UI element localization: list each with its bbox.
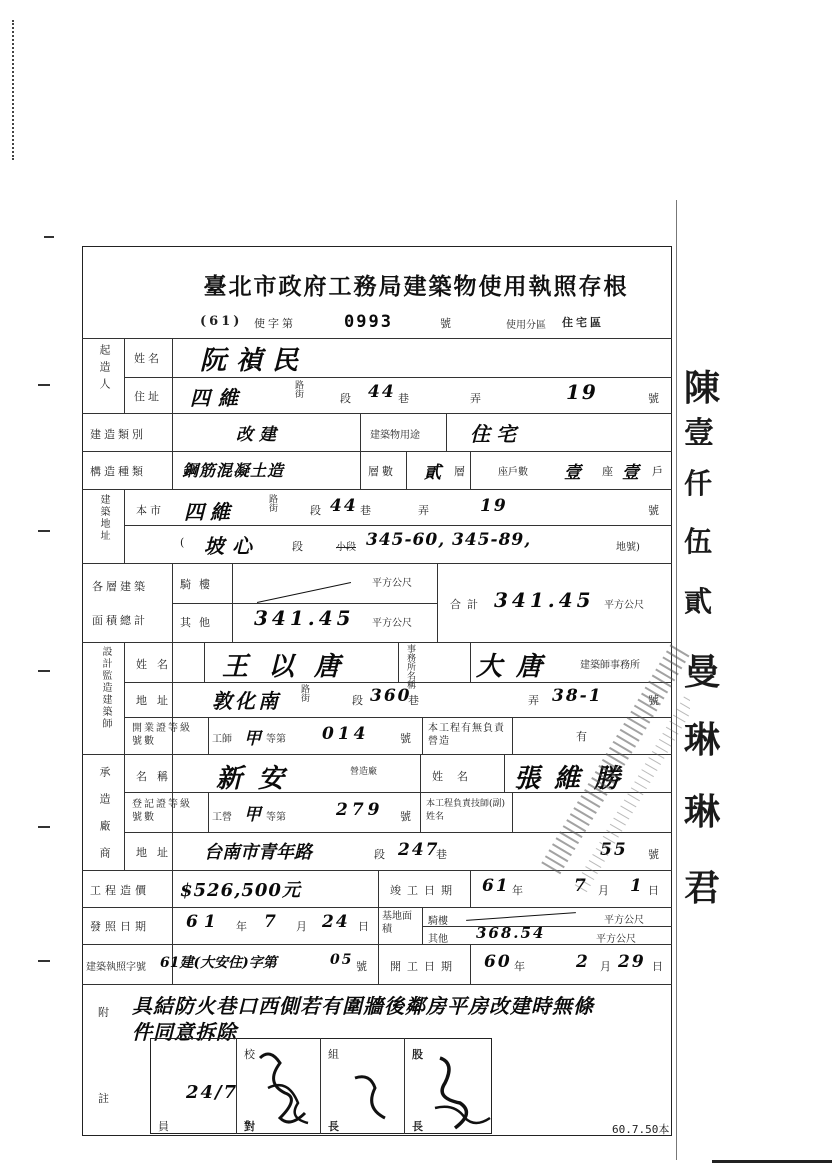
col-line [124,338,125,413]
base-area-label: 基地面積 [382,911,412,935]
col-line [470,870,471,907]
col-line [172,338,173,489]
area-total-value: 341.45 [494,588,595,612]
start-label: 開工日期 [390,960,458,973]
notes-text-1: 具結防火巷口西側若有圍牆後鄰房平房改建時無條 [132,994,594,1018]
designer-addr-duan: 段 [352,694,366,707]
start-year: 60 [484,952,512,972]
sig-date: 24/7 [186,1082,239,1103]
punch-mark [38,530,50,532]
margin-char: 陳 [684,367,721,409]
floor-suffix: 層 [454,465,468,478]
start-day: 29 [618,952,646,972]
row-line [172,603,437,604]
unit-suffix: 座 [602,465,616,478]
complete-day: 1 [630,876,644,896]
col-line [124,489,125,563]
row-line [124,377,672,378]
site-alley: 弄 [418,504,432,517]
owner-addr-label: 住址 [134,390,162,403]
col-line [470,642,471,682]
contractor-name-suffix: 營造廠 [350,767,378,777]
base-other-label: 其他 [428,934,448,945]
designer-name: 王以唐 [222,652,361,682]
land-sub: 小段 [336,542,356,553]
margin-char: 壹 [684,416,714,451]
contractor-reg-label: 登記證等級號數 [132,799,192,823]
build-type-label: 建造類別 [90,428,146,441]
col-line [420,754,421,792]
area-total-unit: 平方公尺 [604,600,644,611]
cost-value: $526,500元 [180,880,301,901]
designer-addr-alley: 弄 [528,694,542,707]
col-line [422,717,423,754]
household-value: 壹 [622,463,641,483]
contractor-addr-duan: 段 [374,848,388,861]
site-lane: 44 [330,496,358,516]
structure-value: 鋼筋混凝土造 [182,461,285,480]
row-line [82,413,672,414]
contractor-reg-suffix: 號 [400,810,414,823]
designer-addr-no: 38-1 [552,686,603,706]
start-day-suffix: 日 [652,960,666,973]
zone-label: 使用分區 [506,320,546,331]
zone-value: 住宅區 [562,316,604,329]
complete-month: 7 [574,876,588,896]
margin-char: 琳 [684,791,721,833]
designer-addr-lane-suffix: 巷 [408,694,422,707]
contractor-addr: 台南市青年路 [204,842,312,863]
row-line [82,984,672,985]
col-line [512,717,513,754]
designer-name-label: 姓名 [136,658,178,671]
sig-group: 組 [328,1048,342,1061]
contractor-addr-label: 地址 [136,846,178,859]
site-city: 本市 [136,504,164,517]
designer-addr-label: 地址 [136,694,178,707]
use-label: 建築物用途 [370,430,420,441]
sig-chief: 長 [328,1120,342,1133]
contractor-tech-label: 本工程負責技師(副)姓名 [426,799,506,822]
col-line [172,642,173,870]
contractor-person-label: 姓名 [432,770,482,783]
col-line [378,870,379,984]
land-open: ( [180,536,188,549]
site-lane-suffix: 巷 [360,504,374,517]
contractor-addr-lane: 247 [398,840,440,860]
row-line [82,451,672,452]
base-other-value: 368.54 [476,924,546,942]
permit-label: 使字第 [254,317,296,330]
issue-month: 7 [264,912,278,932]
base-unit-2: 平方公尺 [596,934,636,945]
contractor-reg-mid: 等第 [266,812,286,823]
household-suffix: 戶 [652,465,666,478]
units-label: 座戶數 [498,467,528,478]
issue-day: 24 [322,912,350,932]
designer-addr-lane: 360 [370,686,412,706]
col-line [512,792,513,832]
form-title: 臺北市政府工務局建築物使用執照存根 [203,273,629,300]
base-arcade-label: 騎樓 [428,916,448,927]
col-line [208,792,209,832]
notes-text-2: 件同意拆除 [132,1020,237,1044]
complete-year: 61 [482,876,510,896]
units-value: 壹 [564,463,583,483]
owner-name: 阮禎民 [200,346,309,376]
col-line [420,792,421,832]
row-line [82,563,672,564]
start-year-suffix: 年 [514,960,528,973]
scan-edge-marks [12,20,18,160]
contractor-name: 新安 [216,764,301,794]
area-label-2: 面積總計 [92,614,148,627]
base-unit-1: 平方公尺 [604,915,644,926]
designer-supervise-label: 本工程有無負責營造 [428,723,505,747]
col-line [437,563,438,642]
sig-section: 股 [412,1048,426,1061]
row-line [82,338,672,339]
site-section-label: 建築地址 [98,494,109,542]
designer-license-suffix: 號 [400,732,414,745]
owner-addr-lane-suffix: 巷 [398,392,412,405]
build-permit-suffix: 號 [356,960,370,973]
permit-number: 0993 [344,312,393,332]
build-permit-label: 建築執照字號 [86,962,146,973]
signature-stroke [440,1058,466,1128]
sig-dui: 對 [244,1120,258,1133]
margin-char: 仟 [684,467,713,500]
issue-month-suffix: 月 [296,920,310,933]
col-line [470,944,471,984]
issue-day-suffix: 日 [358,920,372,933]
area-unit-2: 平方公尺 [372,618,412,629]
build-permit-value: 61建(大安住)字第 [160,955,277,971]
start-month-suffix: 月 [600,960,614,973]
row-line [124,525,672,526]
complete-day-suffix: 日 [648,884,662,897]
floors-value: 貳 [424,463,443,483]
site-duan: 段 [310,504,324,517]
structure-label: 構造種類 [90,465,146,478]
site-road: 四維 [184,500,236,524]
margin-char: 琳 [684,719,721,761]
complete-year-suffix: 年 [512,884,526,897]
permit-hao: 號 [440,317,454,330]
contractor-addr-no: 55 [600,840,628,860]
contractor-person: 張維勝 [514,764,635,794]
sig-school: 校 [244,1048,258,1061]
col-line [504,754,505,792]
sig-chief2: 長 [412,1120,426,1133]
page-bottom-edge [712,1160,832,1163]
punch-mark [44,236,54,238]
col-line [470,451,471,489]
area-arcade-label: 騎樓 [180,578,218,591]
designer-addr-no-suffix: 號 [648,694,662,707]
contractor-reg-prefix: 工營 [212,812,232,823]
contractor-reg-no: 279 [336,800,384,820]
area-unit-1: 平方公尺 [372,578,412,589]
col-line [422,907,423,944]
designer-license-label: 開業證等級號數 [132,723,192,747]
land-lots: 345-60, 345-89, [366,530,532,550]
area-label-1: 各層建築 [92,580,148,593]
stamp-texture [550,650,680,870]
contractor-addr-lane-suffix: 巷 [436,848,450,861]
designer-license-prefix: 工師 [212,734,232,745]
build-permit-no: 05 [330,952,354,968]
contractor-addr-no-suffix: 號 [648,848,662,861]
sig-clerk: 員 [158,1120,172,1133]
contractor-reg-grade: 甲 [244,805,263,825]
owner-addr-duan: 段 [340,392,354,405]
use-value: 住宅 [470,422,522,446]
owner-section-label: 起造人 [98,344,111,395]
notes-label-bottom: 註 [98,1092,112,1105]
complete-label: 竣工日期 [390,884,458,897]
issue-year: 61 [186,912,222,932]
col-line [360,413,361,489]
designer-office-suffix: 建築師事務所 [580,660,640,671]
designer-office-label: 事務所名稱 [405,644,415,689]
designer-license-grade: 甲 [244,729,263,749]
col-line [172,563,173,642]
designer-addr-road: 敦化南 [212,689,281,713]
owner-addr-road: 四維 [190,386,246,410]
signature-stroke [260,1054,305,1122]
issue-label: 發照日期 [90,920,150,933]
stamp-texture [580,700,690,890]
area-total-label: 合計 [450,598,484,611]
punch-mark [38,960,50,962]
area-other-value: 341.45 [254,606,355,630]
site-no-suffix: 號 [648,504,662,517]
year-code: (61) [200,314,243,329]
owner-name-label: 姓名 [134,352,162,365]
col-line [446,413,447,451]
cost-label: 工程造價 [90,884,150,897]
issue-year-suffix: 年 [236,920,250,933]
designer-section-label: 設計監造建築師 [100,646,111,730]
owner-addr-no: 19 [566,380,598,404]
margin-char: 貳 [684,585,713,618]
punch-mark [38,384,50,386]
designer-license-no: 014 [322,724,370,744]
designer-addr-road-suffix: 路街 [299,684,309,702]
row-line [82,944,672,945]
notes-label-top: 附 [98,1006,112,1019]
col-line [208,717,209,754]
owner-addr-lane: 44 [368,382,396,402]
designer-license-mid: 等第 [266,734,286,745]
row-line [422,926,672,927]
print-footer: 60.7.50本 [612,1123,670,1136]
owner-addr-alley: 弄 [470,392,484,405]
floors-label: 層數 [368,465,396,478]
contractor-name-label: 名稱 [136,770,178,783]
area-other-label: 其他 [180,616,218,629]
margin-char: 伍 [684,525,713,558]
contractor-section-label: 承造廠商 [98,766,111,874]
signature-scribbles [150,1038,492,1134]
signature-stroke [355,1077,385,1118]
punch-mark [38,826,50,828]
punch-mark [38,670,50,672]
row-line [82,489,672,490]
col-line [124,642,125,870]
site-road-suffix: 路街 [267,494,277,512]
col-line [204,642,205,682]
site-no: 19 [480,496,508,516]
designer-supervise-value: 有 [576,730,590,743]
designer-office: 大唐 [476,652,557,682]
complete-month-suffix: 月 [598,884,612,897]
col-line [232,563,233,642]
stamp-smudge [530,640,690,900]
row-line [82,907,672,908]
land-suffix: 地號) [616,542,640,553]
col-line [406,451,407,489]
col-line [398,642,399,682]
land-section: 坡心 [204,534,260,558]
start-month: 2 [576,952,590,972]
owner-addr-no-suffix: 號 [648,392,662,405]
build-type-value: 改建 [236,425,282,445]
margin-char: 曼 [684,651,721,693]
land-duan: 段 [292,540,306,553]
margin-char: 君 [684,867,721,909]
owner-addr-road-suffix: 路街 [293,380,303,398]
